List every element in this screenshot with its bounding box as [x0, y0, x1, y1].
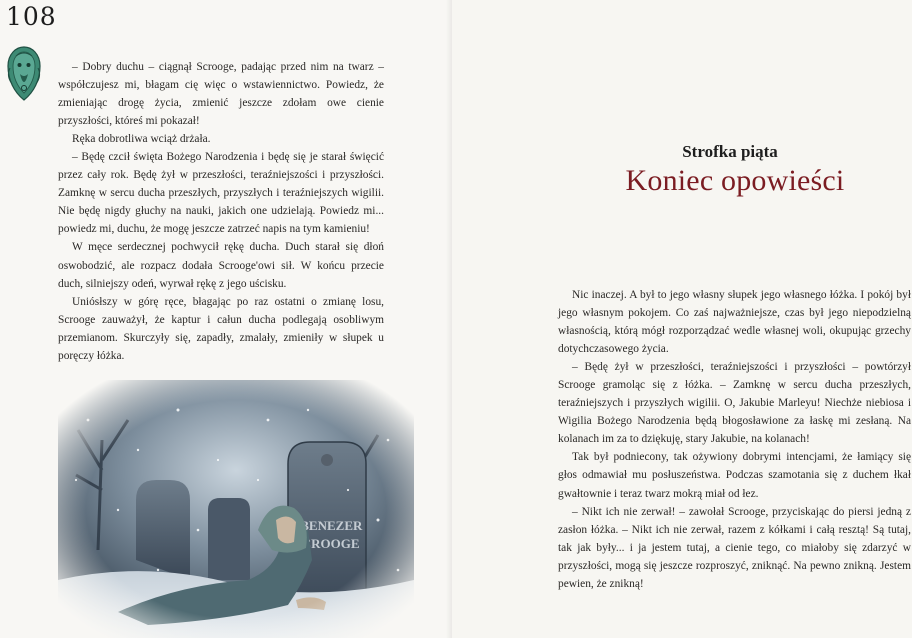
graveyard-illustration — [58, 380, 414, 638]
left-paragraph: – Będę czcił święta Bożego Narodzenia i będę się je starał święcić przez cały rok. Będę żył w przeszłości, teraźniejszości i przyszłości. Zamknę w sercu ducha przeszłych, przyszłych i teraźniejszych wigilii. Nie będę nigdy głuchy na nauki, jakich one udzielają. Powiedz mi... powiedz mi, duchu, że mogę jeszcze zatrzeć napis na tym kamieniu! — [58, 151, 384, 236]
left-paragraph: Ręka dobrotliwa wciąż drżała. — [72, 133, 211, 146]
right-page-body-text — [558, 286, 911, 593]
right-paragraph: Nic inaczej. A był to jego własny słupek jego własnego łóżka. I pokój był jego własnym pokojem. Co zaś najważniejsze, czas był jego niepodzielną własnością, którą mógł rozporządzać wedle własnej woli, okupując grzechy dotychczasowego życia. — [558, 289, 911, 356]
left-paragraph: – Dobry duchu – ciągnął Scrooge, padając przed nim na twarz – współczujesz mi, błagam cię więc o wstawiennictwo. Powiedz, że zmieniając drogę życia, zmienić jeszcze zdołam owe cienie przyszłości, któreś mi pokazał! — [58, 61, 384, 128]
left-page — [0, 0, 452, 638]
right-paragraph: – Będę żył w przeszłości, teraźniejszości i przyszłości – powtórzył Scrooge gramoląc się z łóżka. – Zamknę w sercu ducha przeszłych, teraźniejszych i przyszłych wigilii. O, Jakubie Marleyu! Niechże niebiosa i Wigilia Bożego Narodzenia będą błogosławione za łaskę mi zesłaną. Na kolanach im za to dziękuję, stary Jakubie, na kolanach! — [558, 361, 911, 446]
right-paragraph: Tak był podniecony, tak ożywiony dobrymi intencjami, że łamiący się głos odmawiał mu posłuszeństwa. Podczas szamotania się z duchem łkał gwałtownie i teraz twarz mokrą miał od łez. — [558, 451, 911, 500]
left-paragraph: W męce serdecznej pochwycił rękę ducha. Duch starał się dłoń oswobodzić, ale rozpacz dodała Scrooge'owi sił. W końcu przecie duch, silniejszy odeń, wyrwał rękę z jego uścisku. — [58, 241, 384, 290]
left-paragraph: Uniósłszy w górę ręce, błagając po raz ostatni o zmianę losu, Scrooge zauważył, że kaptur i całun ducha podlegają osobliwym przemianom. Skurczyły się, zapadły, zmalały, zmieniły w słupek u poręczy łóżka. — [58, 295, 384, 362]
lion-head-ornament-icon — [4, 44, 44, 104]
right-paragraph: – Nikt ich nie zerwał! – zawołał Scrooge, przyciskając do piersi jedną z zasłon łóżka. – Nikt ich nie zerwał, razem z kółkami i całą resztą! Są tutaj, tak jak były... i ja jestem tutaj, a cienie tego, co miałoby się zdarzyć w przyszłości, mogą się jeszcze rozproszyć, zniknąć. Na pewno znikną. Jestem pewien, że znikną! — [558, 505, 911, 590]
left-page-body-text — [58, 58, 384, 365]
chapter-label: Strofka piąta — [682, 142, 778, 161]
chapter-title: Koniec opowieści — [625, 164, 845, 197]
page-number: 108 — [6, 2, 57, 31]
